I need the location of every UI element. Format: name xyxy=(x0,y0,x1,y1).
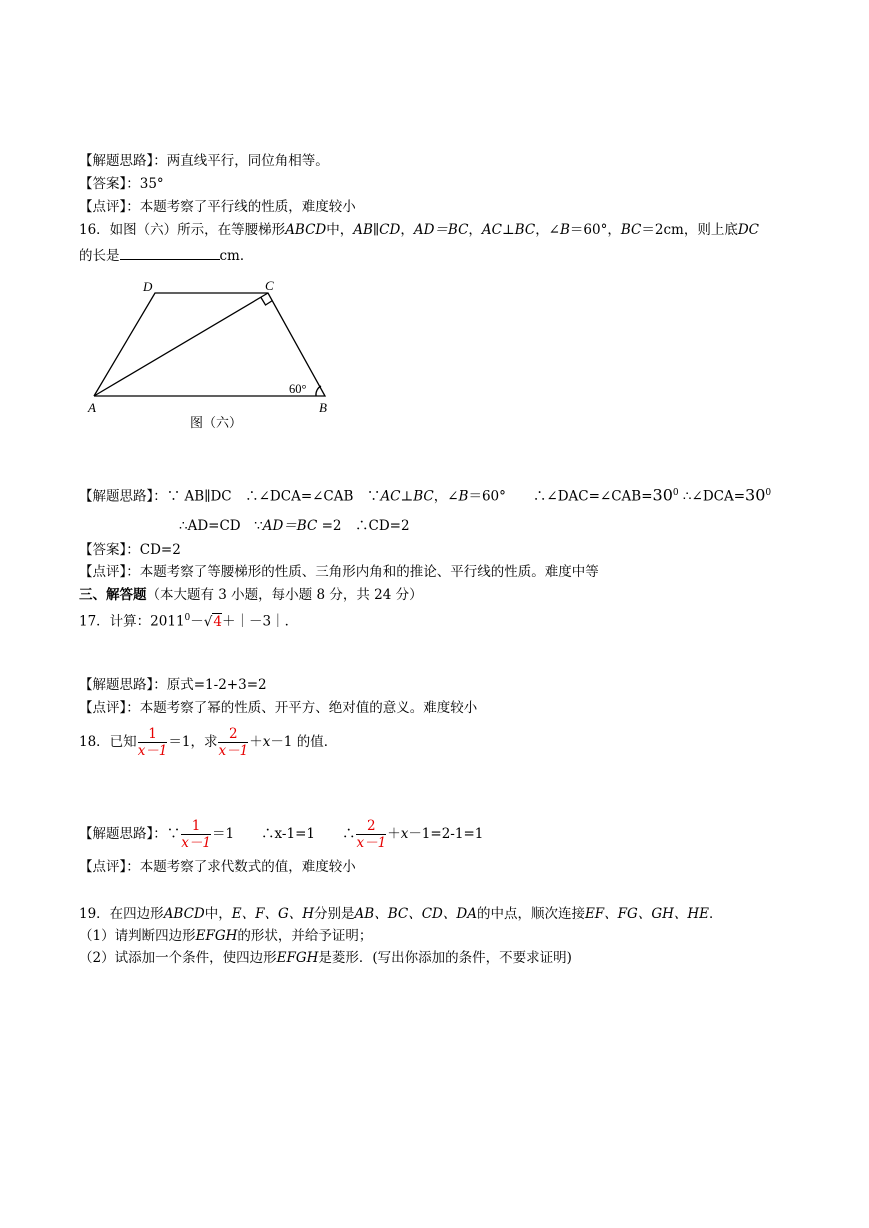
trapezoid-outline xyxy=(94,293,325,396)
q19-subquestion-1: （1）请判断四边形EFGH的形状，并给予证明； xyxy=(79,928,373,944)
q16-answer-line: 【答案】：CD=2 xyxy=(79,542,181,558)
q16-solution-line1: 【解题思路】：∵ AB∥DC ∴∠DCA=∠CAB ∵AC⊥BC，∠B＝60° $\therefore\angle DAC=\angle CAB=30^0$ $\therefore\angle DCA=30^0$ xyxy=(79,485,772,505)
figure-caption: 图（六） xyxy=(190,416,243,431)
sqrt-symbol: √4 xyxy=(203,613,222,630)
q17-question-line: 17．计算：$2011^0-√4+|-3|$． xyxy=(79,613,299,630)
q16-comment-line: 【点评】：本题考察了等腰梯形的性质、三角形内角和的推论、平行线的性质。难度中等 xyxy=(79,564,599,580)
q18-solution-line: 【解题思路】：∵ $\frac{1}{x-1}$ ＝1 ∴x-1=1 ∴ $\frac{2}{x-1}$ ＋x－1=2-1=1 xyxy=(79,818,484,851)
answer-blank xyxy=(120,245,220,260)
label-angle-60: 60° xyxy=(289,382,307,396)
q15-solution-line: 【解题思路】：两直线平行，同位角相等。 xyxy=(79,153,329,169)
label-a: A xyxy=(88,400,96,415)
section-heading: 三、解答题（本大题有 3 小题，每小题 8 分，共 24 分） xyxy=(79,587,423,603)
q15-comment-line: 【点评】：本题考察了平行线的性质，难度较小 xyxy=(79,199,356,215)
q15-answer-line: 【答案】：35° xyxy=(79,176,164,192)
trapezoid-figure xyxy=(85,278,345,438)
q16-question-line1: 16．如图（六）所示，在等腰梯形ABCD中，AB∥CD，AD＝BC，AC⊥BC，∠B＝60°，BC＝2cm，则上底DC xyxy=(79,222,759,238)
label-b: B xyxy=(319,400,327,415)
fraction-2-over-x-minus-1: $\frac{2}{x-1}$ xyxy=(218,726,249,759)
q17-comment-line: 【点评】：本题考察了幂的性质、开平方、绝对值的意义。难度较小 xyxy=(79,700,478,716)
q19-subquestion-2: （2）试添加一个条件，使四边形EFGH是菱形．(写出你添加的条件，不要求证明) xyxy=(79,950,572,966)
label-c: C xyxy=(265,278,274,293)
fraction-1-over-x-minus-1: $\frac{1}{x-1}$ xyxy=(181,818,211,851)
fraction-2-over-x-minus-1: $\frac{2}{x-1}$ xyxy=(356,818,387,851)
q18-question-line: 18．已知 $\frac{1}{x-1}$ ＝1，求 $\frac{2}{x-1}$ ＋x－1 的值． xyxy=(79,726,338,759)
diagonal-ac xyxy=(94,293,268,396)
q19-question-line: 19．在四边形ABCD中，E、F、G、H分别是AB、BC、CD、DA的中点，顺次连接EF、FG、GH、HE． xyxy=(79,906,723,922)
q16-solution-line2: ∴AD=CD ∵AD＝BC =2 ∴CD=2 xyxy=(179,518,410,534)
q16-question-line2: 的长是 cm． xyxy=(79,245,253,265)
label-d: D xyxy=(143,279,153,294)
q18-comment-line: 【点评】：本题考察了求代数式的值，难度较小 xyxy=(79,859,356,875)
q17-solution-line: 【解题思路】：原式=1-2+3=2 xyxy=(79,677,267,693)
fraction-1-over-x-minus-1: $\frac{1}{x-1}$ xyxy=(137,726,168,759)
